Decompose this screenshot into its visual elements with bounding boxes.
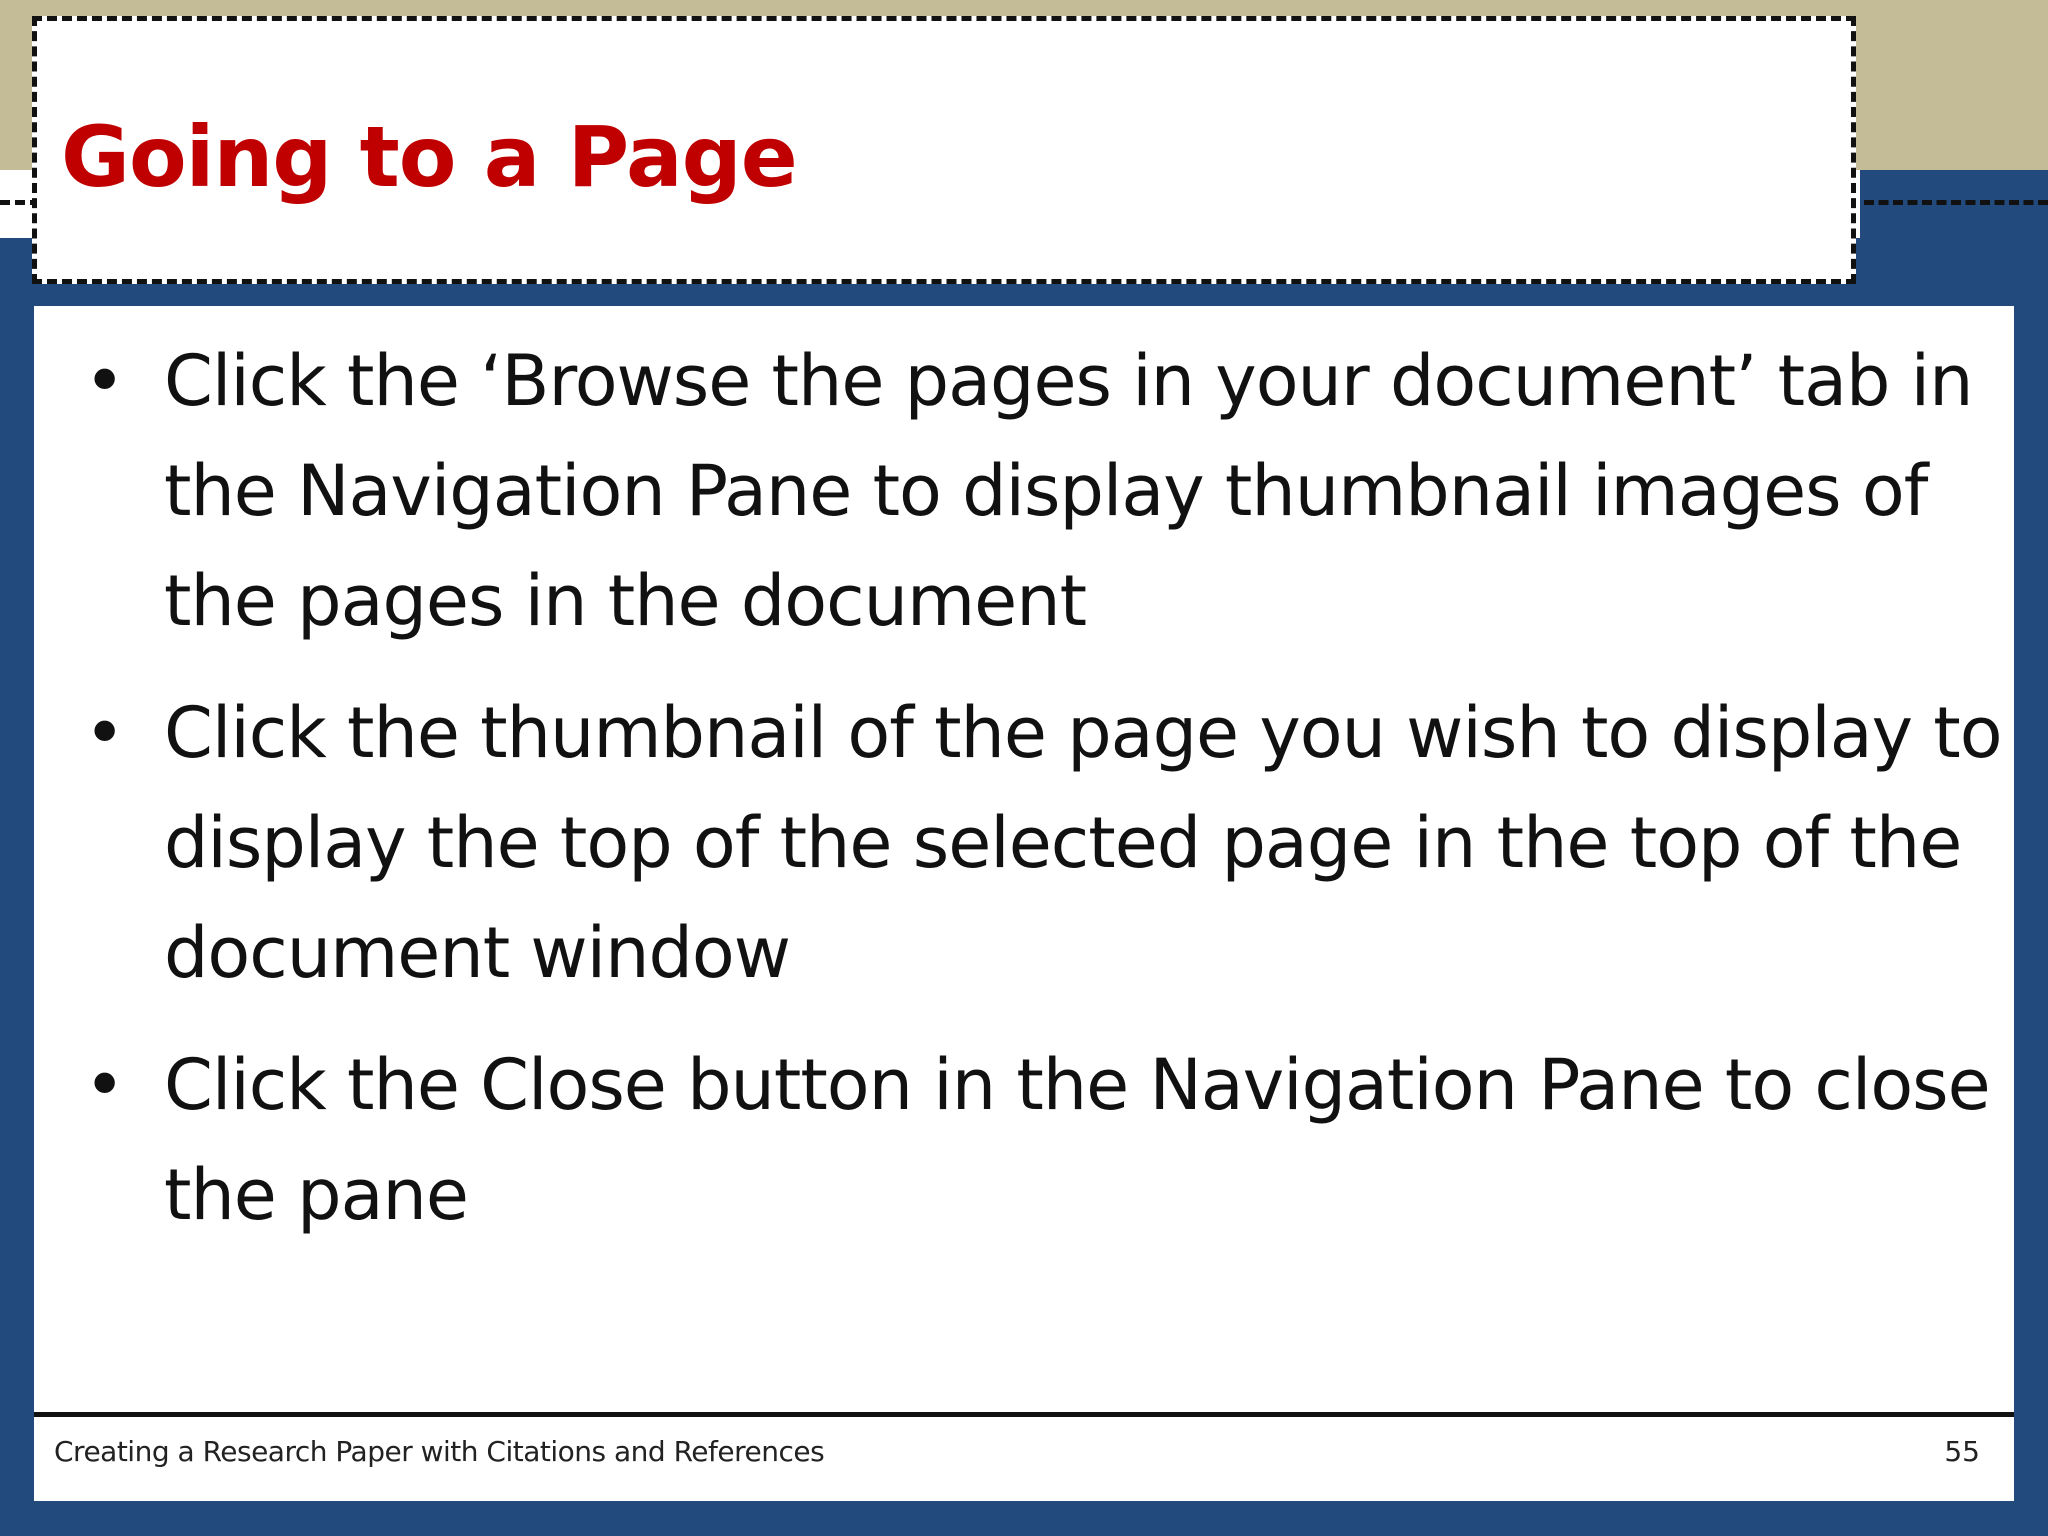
bullet-item	[84, 326, 2014, 656]
bullet-dot-icon: •	[84, 340, 125, 422]
title-box	[32, 16, 1856, 284]
page-number: 55	[1944, 1435, 1980, 1468]
bullet-text: Click the thumbnail of the page you wish to display to display the top of the selected page in the top of the document window	[164, 692, 2002, 994]
bullet-text: Click the Close button in the Navigation Pane to close the pane	[164, 1044, 1990, 1236]
right-decor-band	[1860, 170, 2048, 240]
dashed-line-right	[1864, 200, 2048, 205]
bullet-item	[84, 678, 2014, 1008]
bullet-dot-icon: •	[84, 692, 125, 774]
content-panel	[34, 306, 2014, 1414]
footer-text: Creating a Research Paper with Citations and References	[54, 1435, 825, 1468]
bullet-dot-icon: •	[84, 1044, 125, 1126]
bullet-text: Click the ‘Browse the pages in your document’ tab in the Navigation Pane to display thumbnail images of the pages in the document	[164, 340, 1973, 642]
bullet-list	[84, 326, 2014, 1272]
slide-title: Going to a Page	[61, 108, 797, 206]
bullet-item	[84, 1030, 2014, 1250]
slide-footer	[34, 1417, 2014, 1501]
